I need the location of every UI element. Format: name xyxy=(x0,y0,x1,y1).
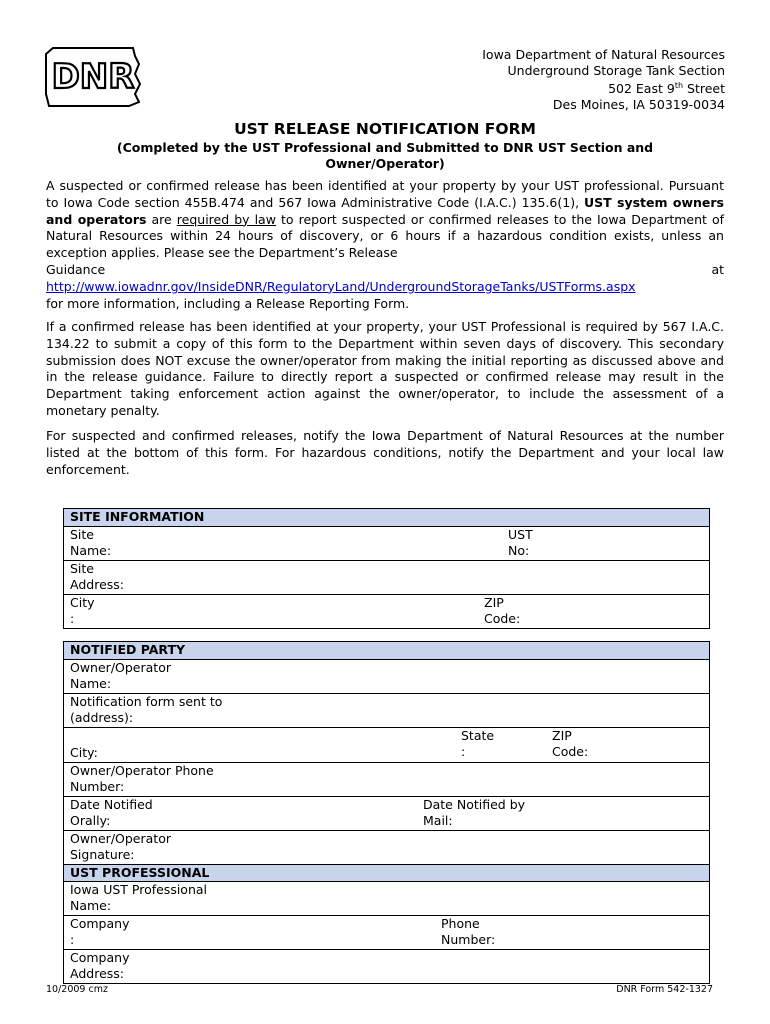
zip-label: ZIP Code: xyxy=(484,594,521,626)
owner-phone-row[interactable] xyxy=(64,763,709,797)
company-address-label: Company Address: xyxy=(70,949,130,981)
site-information-header: SITE INFORMATION xyxy=(64,509,709,527)
footer-form-number: DNR Form 542-1327 xyxy=(616,984,713,995)
date-notified-orally-label: Date Notified Orally: xyxy=(70,796,153,828)
date-notified-row[interactable] xyxy=(64,797,709,831)
form-title: UST RELEASE NOTIFICATION FORM xyxy=(234,120,536,138)
footer-revision: 10/2009 cmz xyxy=(46,984,108,995)
site-address-label: Site Address: xyxy=(70,560,124,592)
phone-number-label: Phone Number: xyxy=(441,915,496,947)
site-city-row[interactable] xyxy=(64,595,709,628)
owner-signature-label: Owner/Operator Signature: xyxy=(70,830,171,862)
ust-forms-link[interactable]: http://www.iowadnr.gov/InsideDNR/RegulatoryLand/UndergroundStorageTanks/USTForms.aspx xyxy=(46,278,636,294)
agency-name: Iowa Department of Natural Resources xyxy=(482,47,725,62)
owner-phone-label: Owner/Operator Phone Number: xyxy=(70,762,214,794)
company-row[interactable] xyxy=(64,916,709,950)
site-address-row[interactable] xyxy=(64,561,709,595)
confirmed-release-paragraph: If a confirmed release has been identified at your property, your UST Professional is required by 567 I.A.C. 134.22 to submit a copy of this form to the Department within seven days of discovery. This secondary submission does NOT excuse the owner/operator from making the initial reporting as discussed above and in the release guidance. Failure to directly report a suspected or confirmed release may result in the Department taking enforcement action against the owner/operator, to include the assessment of a monetary penalty. xyxy=(46,319,724,418)
form-subtitle: (Completed by the UST Professional and Submitted to DNR UST Section and Owner/Operator) xyxy=(116,140,654,171)
site-name-label: Site Name: xyxy=(70,526,112,558)
professional-name-label: Iowa UST Professional Name: xyxy=(70,881,208,913)
site-name-row[interactable] xyxy=(64,527,709,561)
state-label: State : xyxy=(461,727,495,759)
notification-address-label: Notification form sent to (address): xyxy=(70,693,223,725)
agency-section: Underground Storage Tank Section xyxy=(507,62,725,78)
notification-address-row[interactable] xyxy=(64,694,709,728)
owner-city-row[interactable] xyxy=(64,728,709,763)
intro-paragraph: A suspected or confirmed release has been identified at your property by your UST professional. Pursuant to Iowa Code section 455B.474 and 567 Iowa Administrative Code (I.A.C.) 135.6(1), UST system owners and operators are required by law to report suspected or confirmed releases to the Iowa Department of Natural Resources within 24 hours of discovery, or 6 hours if a hazardous condition exists, unless an exception applies. Please see the Department’s Release Guidance at http://www.iowadnr.gov/InsideDNR/RegulatoryLand/UndergroundStorageTanks/USTForms.aspx for more information, including a Release Reporting Form. xyxy=(46,178,724,311)
svg-text:DNR: DNR xyxy=(51,57,135,97)
notified-party-table xyxy=(63,641,710,984)
agency-street: 502 East 9th Street xyxy=(608,81,725,97)
owner-name-row[interactable] xyxy=(64,660,709,694)
owner-city-label: City: xyxy=(70,744,98,760)
owner-signature-row[interactable] xyxy=(64,831,709,865)
professional-name-row[interactable] xyxy=(64,882,709,916)
ust-no-label: UST No: xyxy=(508,526,533,558)
owner-name-label: Owner/Operator Name: xyxy=(70,659,171,691)
owner-zip-label: ZIP Code: xyxy=(552,727,589,759)
notified-party-header: NOTIFIED PARTY xyxy=(64,642,709,660)
city-label: City : xyxy=(70,594,95,626)
ust-professional-header: UST PROFESSIONAL xyxy=(64,865,709,881)
notification-paragraph: For suspected and confirmed releases, notify the Iowa Department of Natural Resources at the number listed at the bottom of this form. For hazardous conditions, notify the Department and your local law enforcement. xyxy=(46,428,724,477)
company-label: Company : xyxy=(70,915,130,947)
company-address-row[interactable] xyxy=(64,950,709,983)
agency-address xyxy=(482,47,725,112)
site-information-table xyxy=(63,508,710,629)
date-notified-mail-label: Date Notified by Mail: xyxy=(423,796,526,828)
dnr-logo xyxy=(43,44,143,110)
agency-city: Des Moines, IA 50319-0034 xyxy=(552,96,725,112)
